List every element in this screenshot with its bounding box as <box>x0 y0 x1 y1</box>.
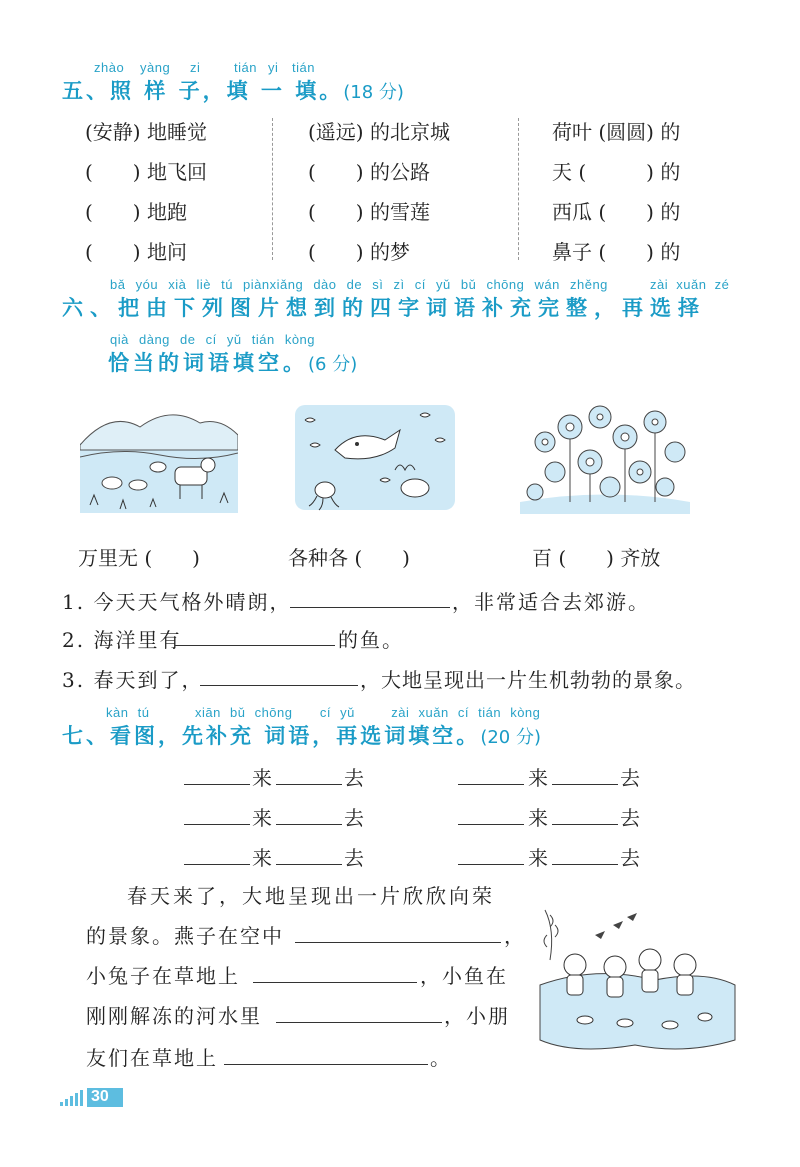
py: cí <box>205 332 217 347</box>
py: kàn <box>106 705 129 720</box>
col2-row: ( ) 的公路 <box>308 160 430 184</box>
col3-row: 天 ( ) 的 <box>552 160 681 184</box>
py: yóu <box>135 277 159 292</box>
section6-pinyin-line1-end <box>650 277 729 292</box>
lai-char: 来 <box>528 846 548 870</box>
section6-score: (6 分) <box>308 354 358 375</box>
qu-char: 去 <box>620 806 640 830</box>
qu-char: 去 <box>620 766 640 790</box>
py: bǔ <box>229 705 246 720</box>
col1-row: ( ) 地问 <box>85 240 187 264</box>
answer-blank[interactable] <box>295 942 501 943</box>
answer-blank[interactable] <box>184 784 250 785</box>
py: cí <box>457 705 469 720</box>
py: de <box>346 277 363 292</box>
py: kòng <box>284 332 316 347</box>
answer-blank[interactable] <box>184 824 250 825</box>
answer-blank[interactable] <box>458 784 524 785</box>
paragraph-line-4-end: ，小朋 <box>444 1004 510 1028</box>
question-2-start: 2. 海洋里有 <box>62 628 182 652</box>
pinyin-zi: zi <box>190 60 201 75</box>
py: yǔ <box>226 332 242 347</box>
answer-blank[interactable] <box>276 784 342 785</box>
section7-title-text: 七、看图，先补充 词语，再选词填空。 <box>62 724 481 748</box>
answer-blank[interactable] <box>175 645 335 646</box>
paragraph-line-4-start: 刚刚解冻的河水里 <box>86 1004 262 1028</box>
py: bǎ <box>110 277 126 292</box>
answer-blank[interactable] <box>290 607 450 608</box>
question-3-start: 3. 春天到了， <box>62 668 204 692</box>
grassland-cattle-picture <box>80 405 238 515</box>
paragraph-line-2-end: ， <box>504 924 526 948</box>
col3-row: 荷叶 (圆圆) 的 <box>552 120 681 144</box>
pinyin-zhao: zhào <box>94 60 125 75</box>
qu-char: 去 <box>344 806 364 830</box>
section6-pinyin-line1 <box>110 277 608 292</box>
question-3-end: ，大地呈现出一片生机勃勃的景象。 <box>360 668 696 692</box>
py: cí <box>319 705 331 720</box>
flowers-picture <box>515 392 695 517</box>
column-divider <box>272 118 273 260</box>
answer-blank[interactable] <box>276 864 342 865</box>
ocean-fish-picture <box>295 400 455 515</box>
lai-char: 来 <box>252 766 272 790</box>
py: xuǎn <box>418 705 449 720</box>
answer-blank[interactable] <box>552 784 618 785</box>
section5-title-text: 五、照 样 子，填 一 填。 <box>62 79 344 103</box>
lai-char: 来 <box>528 806 548 830</box>
answer-blank[interactable] <box>276 1022 442 1023</box>
py: de <box>180 332 196 347</box>
section7-pinyin <box>106 705 540 720</box>
py: zì <box>393 277 405 292</box>
lai-char: 来 <box>252 806 272 830</box>
pinyin-yi: yi <box>268 60 279 75</box>
py: tián <box>478 705 502 720</box>
paragraph-line-3-end: ，小鱼在 <box>420 964 508 988</box>
py: xiǎng <box>269 277 304 292</box>
answer-blank[interactable] <box>276 824 342 825</box>
py: qià <box>110 332 129 347</box>
col1-row: ( ) 地跑 <box>85 200 187 224</box>
py: yǔ <box>340 705 355 720</box>
section6-title-line2 <box>108 347 357 377</box>
py: dàng <box>138 332 170 347</box>
answer-blank[interactable] <box>184 864 250 865</box>
py: sì <box>372 277 384 292</box>
lai-char: 来 <box>528 766 548 790</box>
answer-blank[interactable] <box>458 824 524 825</box>
py: zài <box>391 705 410 720</box>
question-2-end: 的鱼。 <box>338 628 404 652</box>
section6-title-line1: 六、把由下列图片想到的四字词语补充完整，再选择 <box>62 296 706 320</box>
answer-blank[interactable] <box>224 1064 428 1065</box>
spring-scene-picture <box>535 905 740 1055</box>
answer-blank[interactable] <box>458 864 524 865</box>
section7-title <box>62 720 541 750</box>
qu-char: 去 <box>344 846 364 870</box>
py: chōng <box>486 277 525 292</box>
paragraph-line-3-start: 小兔子在草地上 <box>86 964 240 988</box>
paragraph-line-5-start: 友们在草地上 <box>86 1046 218 1070</box>
col2-row: ( ) 的雪莲 <box>308 200 430 224</box>
column-divider <box>518 118 519 260</box>
answer-blank[interactable] <box>253 982 417 983</box>
pinyin-tian2: tián <box>292 60 315 75</box>
paragraph-line-2-start: 的景象。燕子在空中 <box>86 924 284 948</box>
py: chōng <box>254 705 293 720</box>
py: xiān <box>195 705 221 720</box>
py: kòng <box>510 705 541 720</box>
py: xià <box>168 277 187 292</box>
py: dào <box>313 277 337 292</box>
answer-blank[interactable] <box>552 824 618 825</box>
section7-score: (20 分) <box>480 727 541 748</box>
answer-blank[interactable] <box>200 685 358 686</box>
py: xuǎn <box>676 277 707 292</box>
paragraph-line-1: 春天来了，大地呈现出一片欣欣向荣 <box>127 884 495 908</box>
py: tián <box>251 332 275 347</box>
py: cí <box>414 277 426 292</box>
qu-char: 去 <box>344 766 364 790</box>
py: zhěng <box>569 277 608 292</box>
page-number-badge <box>60 1086 150 1113</box>
py: bǔ <box>460 277 477 292</box>
py: piàn <box>243 277 270 292</box>
py: zé <box>714 277 730 292</box>
idiom-1: 万里无 ( ) <box>78 546 200 570</box>
col1-row: (安静) 地睡觉 <box>85 120 207 144</box>
page-number: 30 <box>91 1088 109 1105</box>
answer-blank[interactable] <box>552 864 618 865</box>
qu-char: 去 <box>620 846 640 870</box>
py: tú <box>137 705 150 720</box>
idiom-3: 百 ( ) 齐放 <box>532 546 661 570</box>
section5-score: (18 分) <box>343 82 404 103</box>
col2-row: ( ) 的梦 <box>308 240 410 264</box>
py: wán <box>534 277 560 292</box>
lai-char: 来 <box>252 846 272 870</box>
section6-pinyin-line2 <box>110 332 315 347</box>
section5-title <box>62 75 404 105</box>
question-1-end: ，非常适合去郊游。 <box>452 590 650 614</box>
idiom-2: 各种各 ( ) <box>288 546 410 570</box>
py: yǔ <box>436 277 451 292</box>
paragraph-line-5-end: 。 <box>430 1046 452 1070</box>
pinyin-yang: yàng <box>140 60 171 75</box>
py: zài <box>650 277 669 292</box>
py: tú <box>221 277 233 292</box>
col3-row: 鼻子 ( ) 的 <box>552 240 681 264</box>
py: liè <box>196 277 211 292</box>
pinyin-tian: tián <box>234 60 257 75</box>
col1-row: ( ) 地飞回 <box>85 160 207 184</box>
section6-title-text: 恰当的词语填空。 <box>108 351 308 375</box>
col3-row: 西瓜 ( ) 的 <box>552 200 681 224</box>
question-1-start: 1. 今天天气格外晴朗， <box>62 590 292 614</box>
col2-row: (遥远) 的北京城 <box>308 120 450 144</box>
